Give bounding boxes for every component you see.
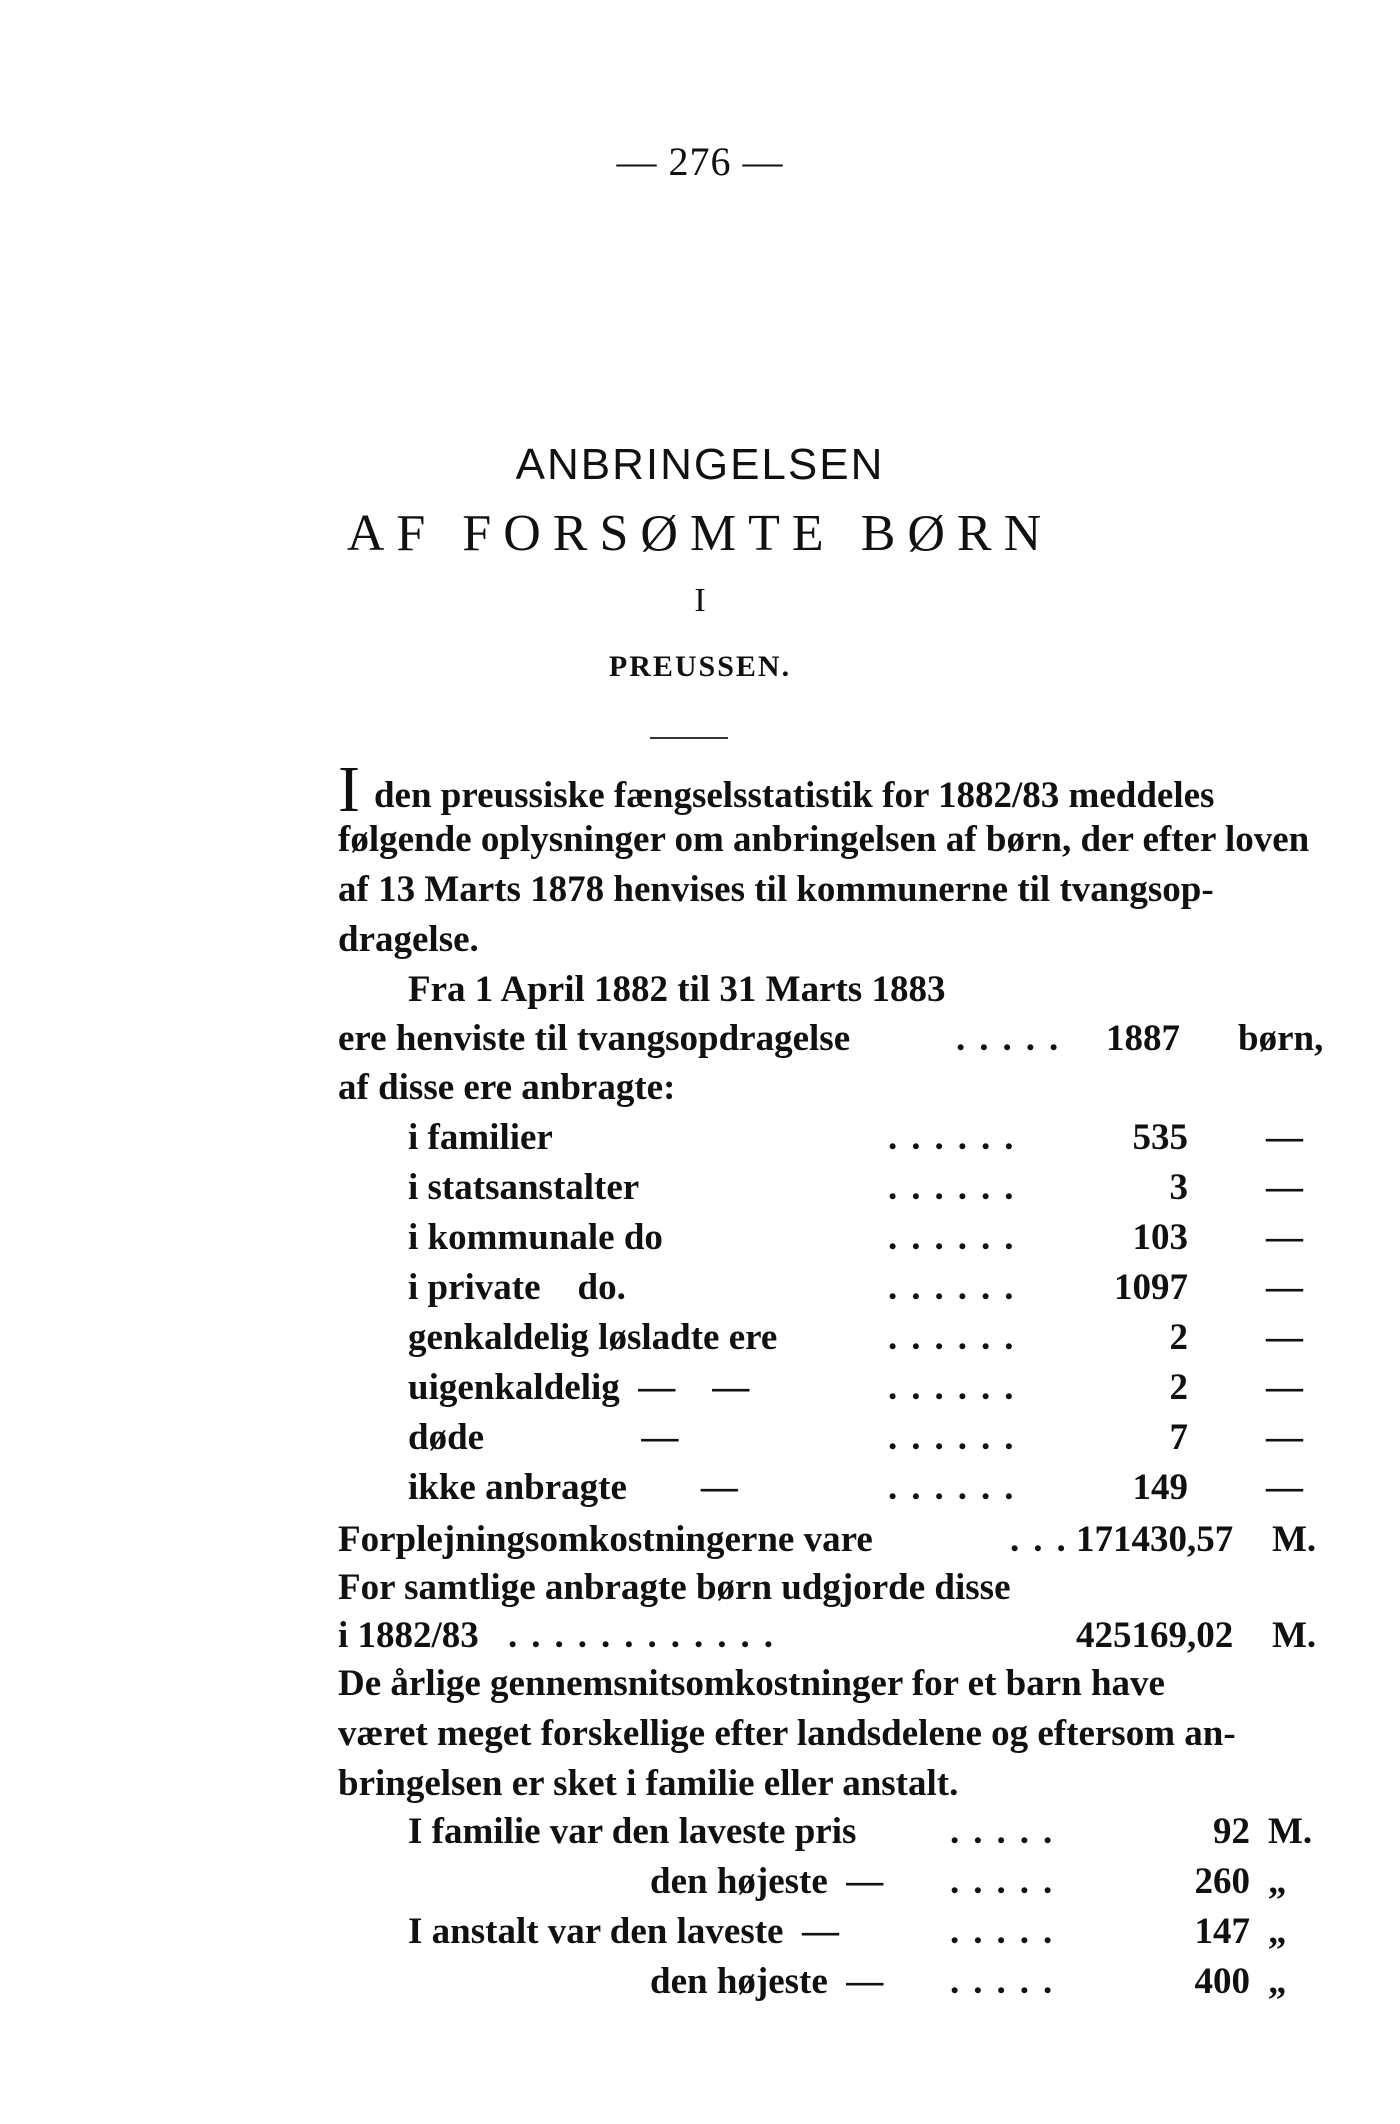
cost-row: [338, 1614, 1332, 1658]
intro-line-1-text: den preussiske fængselsstatistik for 1882/83 meddeles: [373, 775, 1215, 816]
heading-divider: [650, 737, 728, 739]
leader-dots: ......: [888, 1417, 1028, 1458]
heading-line-4: PREUSSEN.: [608, 650, 792, 683]
placement-label: døde —: [408, 1417, 679, 1458]
costs-intro: For samtlige anbragte børn udgjorde disse: [338, 1567, 1011, 1608]
price-unit: „: [1268, 1911, 1287, 1952]
para2-line-2: [338, 1712, 1324, 1756]
cost-value: 171430,57: [1076, 1519, 1234, 1560]
placement-label: i statsanstalter: [408, 1167, 640, 1208]
cost-row: [338, 1518, 1332, 1562]
para2-line-2-text: været meget forskellige efter landsdelene og eftersom an-: [338, 1713, 1236, 1754]
placement-row: [408, 1466, 1338, 1510]
placement-row: [408, 1416, 1338, 1460]
intro-line-3-text: af 13 Marts 1878 henvises til kommunerne til tvangsop-: [338, 869, 1214, 910]
para2-line-3: bringelsen er sket i familie eller anstalt.: [338, 1763, 959, 1804]
intro-line-3: [338, 868, 1324, 912]
placement-value: 535: [1132, 1117, 1188, 1158]
para2-line-1: [338, 1662, 1324, 1706]
price-value: 400: [1194, 1961, 1250, 2002]
placement-label: ikke anbragte —: [408, 1467, 738, 1508]
leader-dots: ......: [888, 1117, 1028, 1158]
leader-dots: ......: [888, 1167, 1028, 1208]
para2-line-1-text: De årlige gennemsnitsomkostninger for et barn have: [338, 1663, 1165, 1704]
leader-dots: ......: [888, 1317, 1028, 1358]
placement-label: uigenkaldelig — —: [408, 1367, 750, 1408]
placement-label: genkaldelig løsladte ere: [408, 1317, 778, 1358]
placement-value: 149: [1132, 1467, 1188, 1508]
placement-unit: —: [1266, 1417, 1303, 1458]
placement-unit: —: [1266, 1267, 1303, 1308]
price-unit: „: [1268, 1961, 1287, 2002]
placement-value: 7: [1169, 1417, 1188, 1458]
price-row: [0, 1860, 1400, 1904]
placement-unit: —: [1266, 1167, 1303, 1208]
heading-line-1: ANBRINGELSEN: [515, 440, 885, 489]
placement-unit: —: [1266, 1117, 1303, 1158]
intro-line-1: [338, 753, 1324, 826]
cost-unit: M.: [1272, 1519, 1317, 1560]
cost-label: Forplejningsomkostningerne vare: [338, 1519, 873, 1560]
total-label: ere henviste til tvangsopdragelse: [338, 1018, 851, 1059]
placement-row: [408, 1216, 1338, 1260]
cost-unit: M.: [1272, 1615, 1317, 1656]
price-unit: M.: [1268, 1811, 1313, 1852]
leader-dots: ...: [1010, 1519, 1080, 1560]
placement-unit: —: [1266, 1367, 1303, 1408]
placement-unit: —: [1266, 1467, 1303, 1508]
page-number: — 276 —: [616, 139, 784, 184]
leader-dots: .....: [950, 1861, 1067, 1902]
total-unit: børn,: [1238, 1018, 1324, 1059]
period-line: Fra 1 April 1882 til 31 Marts 1883: [408, 969, 946, 1010]
leader-dots: ......: [888, 1367, 1028, 1408]
placement-value: 2: [1169, 1317, 1188, 1358]
placement-label: i familier: [408, 1117, 553, 1158]
price-unit: „: [1268, 1861, 1287, 1902]
placement-row: [408, 1266, 1338, 1310]
total-value: 1887: [1106, 1018, 1180, 1059]
price-label: den højeste —: [650, 1861, 884, 1902]
cost-label: i 1882/83: [338, 1615, 479, 1656]
price-value: 147: [1194, 1911, 1250, 1952]
intro-line-2: [338, 818, 1324, 862]
placement-row: [408, 1116, 1338, 1160]
heading-line-3: I: [694, 582, 706, 619]
placement-value: 3: [1169, 1167, 1188, 1208]
placement-label: i kommunale do: [408, 1217, 663, 1258]
leader-dots: ......: [888, 1467, 1028, 1508]
leader-dots: .....: [950, 1961, 1067, 2002]
placement-row: [408, 1366, 1338, 1410]
leader-dots: ......: [888, 1267, 1028, 1308]
subheading: af disse ere anbragte:: [338, 1067, 676, 1108]
placement-unit: —: [1266, 1317, 1303, 1358]
cost-value: 425169,02: [1076, 1615, 1234, 1656]
price-row: [0, 1960, 1400, 2004]
placement-label: i private do.: [408, 1267, 626, 1308]
placement-value: 2: [1169, 1367, 1188, 1408]
intro-line-2-text: følgende oplysninger om anbringelsen af børn, der efter loven: [338, 819, 1310, 860]
placement-row: [408, 1166, 1338, 1210]
leader-dots: .....: [950, 1911, 1067, 1952]
leader-dots: .....: [956, 1018, 1073, 1059]
placement-value: 103: [1132, 1217, 1188, 1258]
price-label: I familie var den laveste pris: [408, 1811, 857, 1852]
leader-dots: ............: [508, 1615, 787, 1656]
leader-dots: ......: [888, 1217, 1028, 1258]
price-value: 260: [1194, 1861, 1250, 1902]
price-row: [0, 1910, 1400, 1954]
intro-line-4: dragelse.: [338, 919, 479, 960]
placement-value: 1097: [1114, 1267, 1188, 1308]
total-row: [338, 1017, 1332, 1061]
price-label: den højeste —: [650, 1961, 884, 2002]
placement-unit: —: [1266, 1217, 1303, 1258]
price-row: [0, 1810, 1400, 1854]
leader-dots: .....: [950, 1811, 1067, 1852]
price-label: I anstalt var den laveste —: [408, 1911, 839, 1952]
drop-cap: I: [338, 753, 360, 826]
price-value: 92: [1213, 1811, 1250, 1852]
heading-line-2: AF FORSØMTE BØRN: [346, 505, 1054, 562]
placement-row: [408, 1316, 1338, 1360]
